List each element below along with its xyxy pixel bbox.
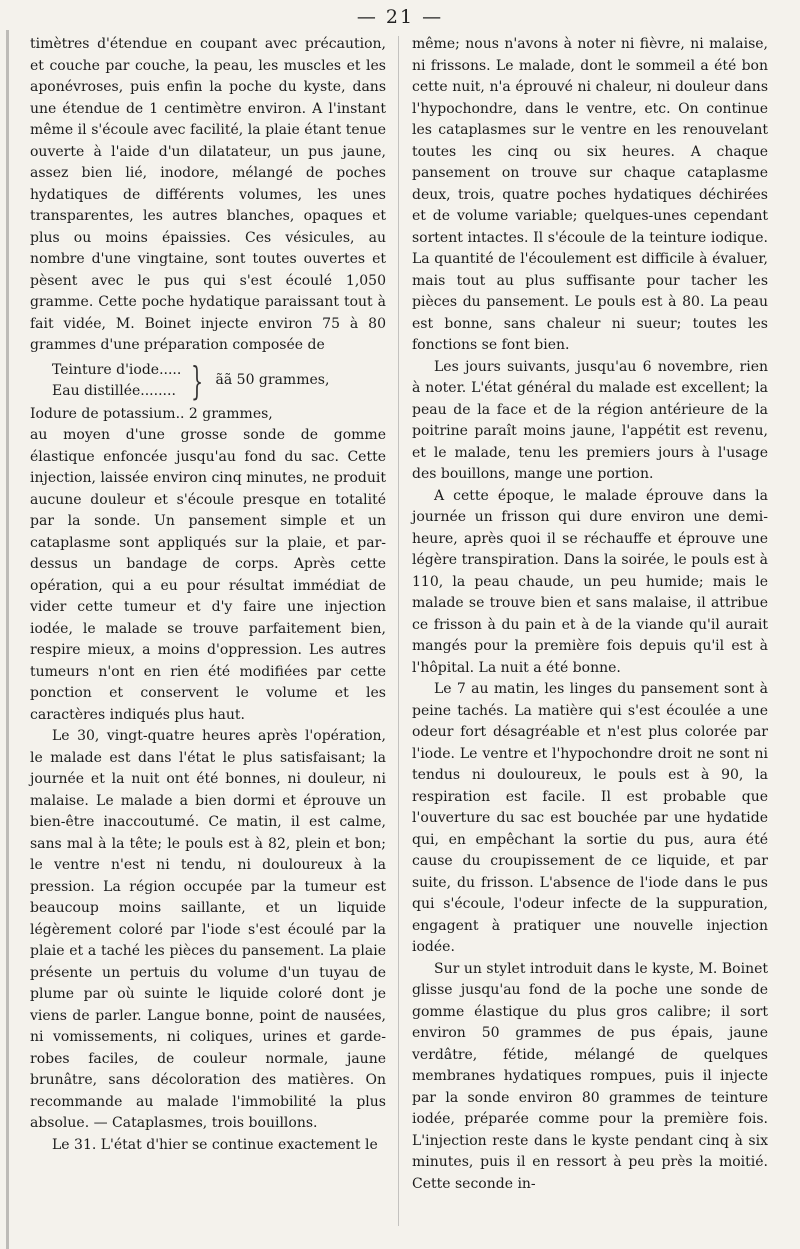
paragraph: même; nous n'avons à noter ni fièvre, ni malaise, ni frissons. Le malade, dont le sommeil a été bon cette nuit, n'a éprouvé ni chaleur, ni douleur dans l'hypochondre, dans le ventre, etc. On continue les cataplasmes sur le ventre en les renouvelant toutes les cinq ou six heures. A chaque pansement on trouve sur chaque cataplasme deux, trois, quatre poches hydatiques déchirées et de volume variable; quelques-unes cependant sortent intactes. Il s'écoule de la teinture iodique. La quantité de l'écoulement est difficile à évaluer, mais tout au plus suffisante pour tacher les pièces du pansement. Le pouls est à 80. La peau est bonne, sans chaleur ni sueur; toutes les fonctions se font bien. [412, 36, 768, 353]
recipe-ingredient: Eau distillée........ [52, 382, 176, 399]
recipe-ingredient: Teinture d'iode..... [52, 361, 182, 378]
left-column [30, 34, 386, 1156]
paragraph: Sur un stylet introduit dans le kyste, M. Boinet glisse jusqu'au fond de la poche une sonde de gomme élastique du plus gros calibre; il sort environ 50 grammes de pus épais, jaune verdâtre, fétide, mélangé de quelques membranes hydatiques rompues, puis il injecte par la sonde environ 80 grammes de teinture iodée, préparée comme pour la première fois. L'injection reste dans le kyste pendant cinq à six minutes, puis il en ressort à peu près la moitié. Cette seconde in- [412, 960, 768, 1192]
recipe-ingredients [52, 360, 181, 402]
paragraph: Les jours suivants, jusqu'au 6 novembre, rien à noter. L'état général du malade est excellent; la peau de la face et de la région antérieure de la poitrine paraît moins jaune, l'appétit est revenu, et le malade, tenu les premiers jours à l'usage des bouillons, mange une portion. [412, 358, 768, 482]
recipe-ingredient: Iodure de potassium.. 2 grammes, [30, 405, 273, 422]
paragraph: Le 7 au matin, les linges du pansement sont à peine tachés. La matière qui s'est écoulée a une odeur fort désagréable et n'est plus colorée par l'iode. Le ventre et l'hypochondre droit ne sont ni tendus ni douloureux, le pouls est à 90, la respiration est facile. Il est probable que l'ouverture du sac est bouchée par une hydatide qui, en empêchant la sortie du pus, aura été cause du croupissement de ce liquide, et par suite, du frisson. L'absence de l'iode dans le pus qui s'écoule, l'odeur infecte de la suppuration, engagent à pratiquer une nouvelle injection iodée. [412, 681, 768, 955]
paragraph: Le 31. L'état d'hier se continue exactement le [52, 1136, 378, 1153]
recipe-quantity: ãã 50 grammes, [215, 371, 330, 388]
paragraph: timètres d'étendue en coupant avec précaution, et couche par couche, la peau, les muscles et les aponévroses, puis enfin la poche du kyste, dans une étendue de 1 centimètre environ. A l'instant même il s'écoule avec facilité, la plaie étant tenue ouverte à l'aide d'un dilatateur, un pus jaune, assez bien lié, inodore, mélangé de poches hydatiques de différents volumes, les unes transparentes, les autres blanches, opaques et plus ou moins épaissies. Ces vésicules, au nombre d'une vingtaine, sont toutes ouvertes et pèsent avec le pus qui s'est écoulé 1,050 gramme. Cette poche hydatique paraissant tout à fait vidée, M. Boinet injecte environ 75 à 80 grammes d'une préparation composée de [30, 36, 386, 353]
recipe-block [52, 360, 386, 402]
paragraph: A cette époque, le malade éprouve dans la journée un frisson qui dure environ une demi-heure, après quoi il se réchauffe et éprouve une légère transpiration. Dans la soirée, le pouls est à 110, la peau chaude, un peu humide; mais le malade se trouve bien et sans malaise, il attribue ce frisson à du pain et à de la viande qu'il aurait mangés pour la première fois depuis qu'il est à l'hôpital. La nuit a été bonne. [412, 487, 768, 676]
right-column [412, 34, 768, 1195]
paragraph: Le 30, vingt-quatre heures après l'opération, le malade est dans l'état le plus satisfaisant; la journée et la nuit ont été bonnes, ni douleur, ni malaise. Le malade a bien dormi et éprouve un bien-être inaccoutumé. Ce matin, il est calme, sans mal à la tête; le pouls est à 82, plein et bon; le ventre n'est ni tendu, ni douloureux à la pression. La région occupée par la tumeur est beaucoup moins saillante, et un liquide légèrement coloré par l'iode s'est écoulé par la plaie et a taché les pièces du pansement. La plaie présente un pertuis du volume d'un tuyau de plume par où suinte le liquide coloré dont je viens de parler. Langue bonne, point de nausées, ni vomissements, ni coliques, urines et garde-robes faciles, de couleur normale, jaune brunâtre, sans décoloration des matières. On recommande au malade l'immobilité la plus absolue. — Cataplasmes, trois bouillons. [30, 728, 386, 1131]
page-edge-shadow [6, 30, 9, 1249]
paragraph: au moyen d'une grosse sonde de gomme élastique enfoncée jusqu'au fond du sac. Cette injection, laissée environ cinq minutes, ne produit aucune douleur et s'écoule presque en totalité par la sonde. Un pansement simple et un cataplasme sont appliqués sur la plaie, et par-dessus un bandage de corps. Après cette opération, qui a eu pour résultat immédiat de vider cette tumeur et d'y faire une injection iodée, le malade se trouve parfaitement bien, respire mieux, a moins d'oppression. Les autres tumeurs n'ont en rien été modifiées par cette ponction et conservent le volume et les caractères indiqués plus haut. [30, 427, 386, 723]
brace-icon: } [191, 358, 204, 403]
page-number: — 21 — [356, 6, 444, 28]
column-divider [398, 36, 399, 1226]
